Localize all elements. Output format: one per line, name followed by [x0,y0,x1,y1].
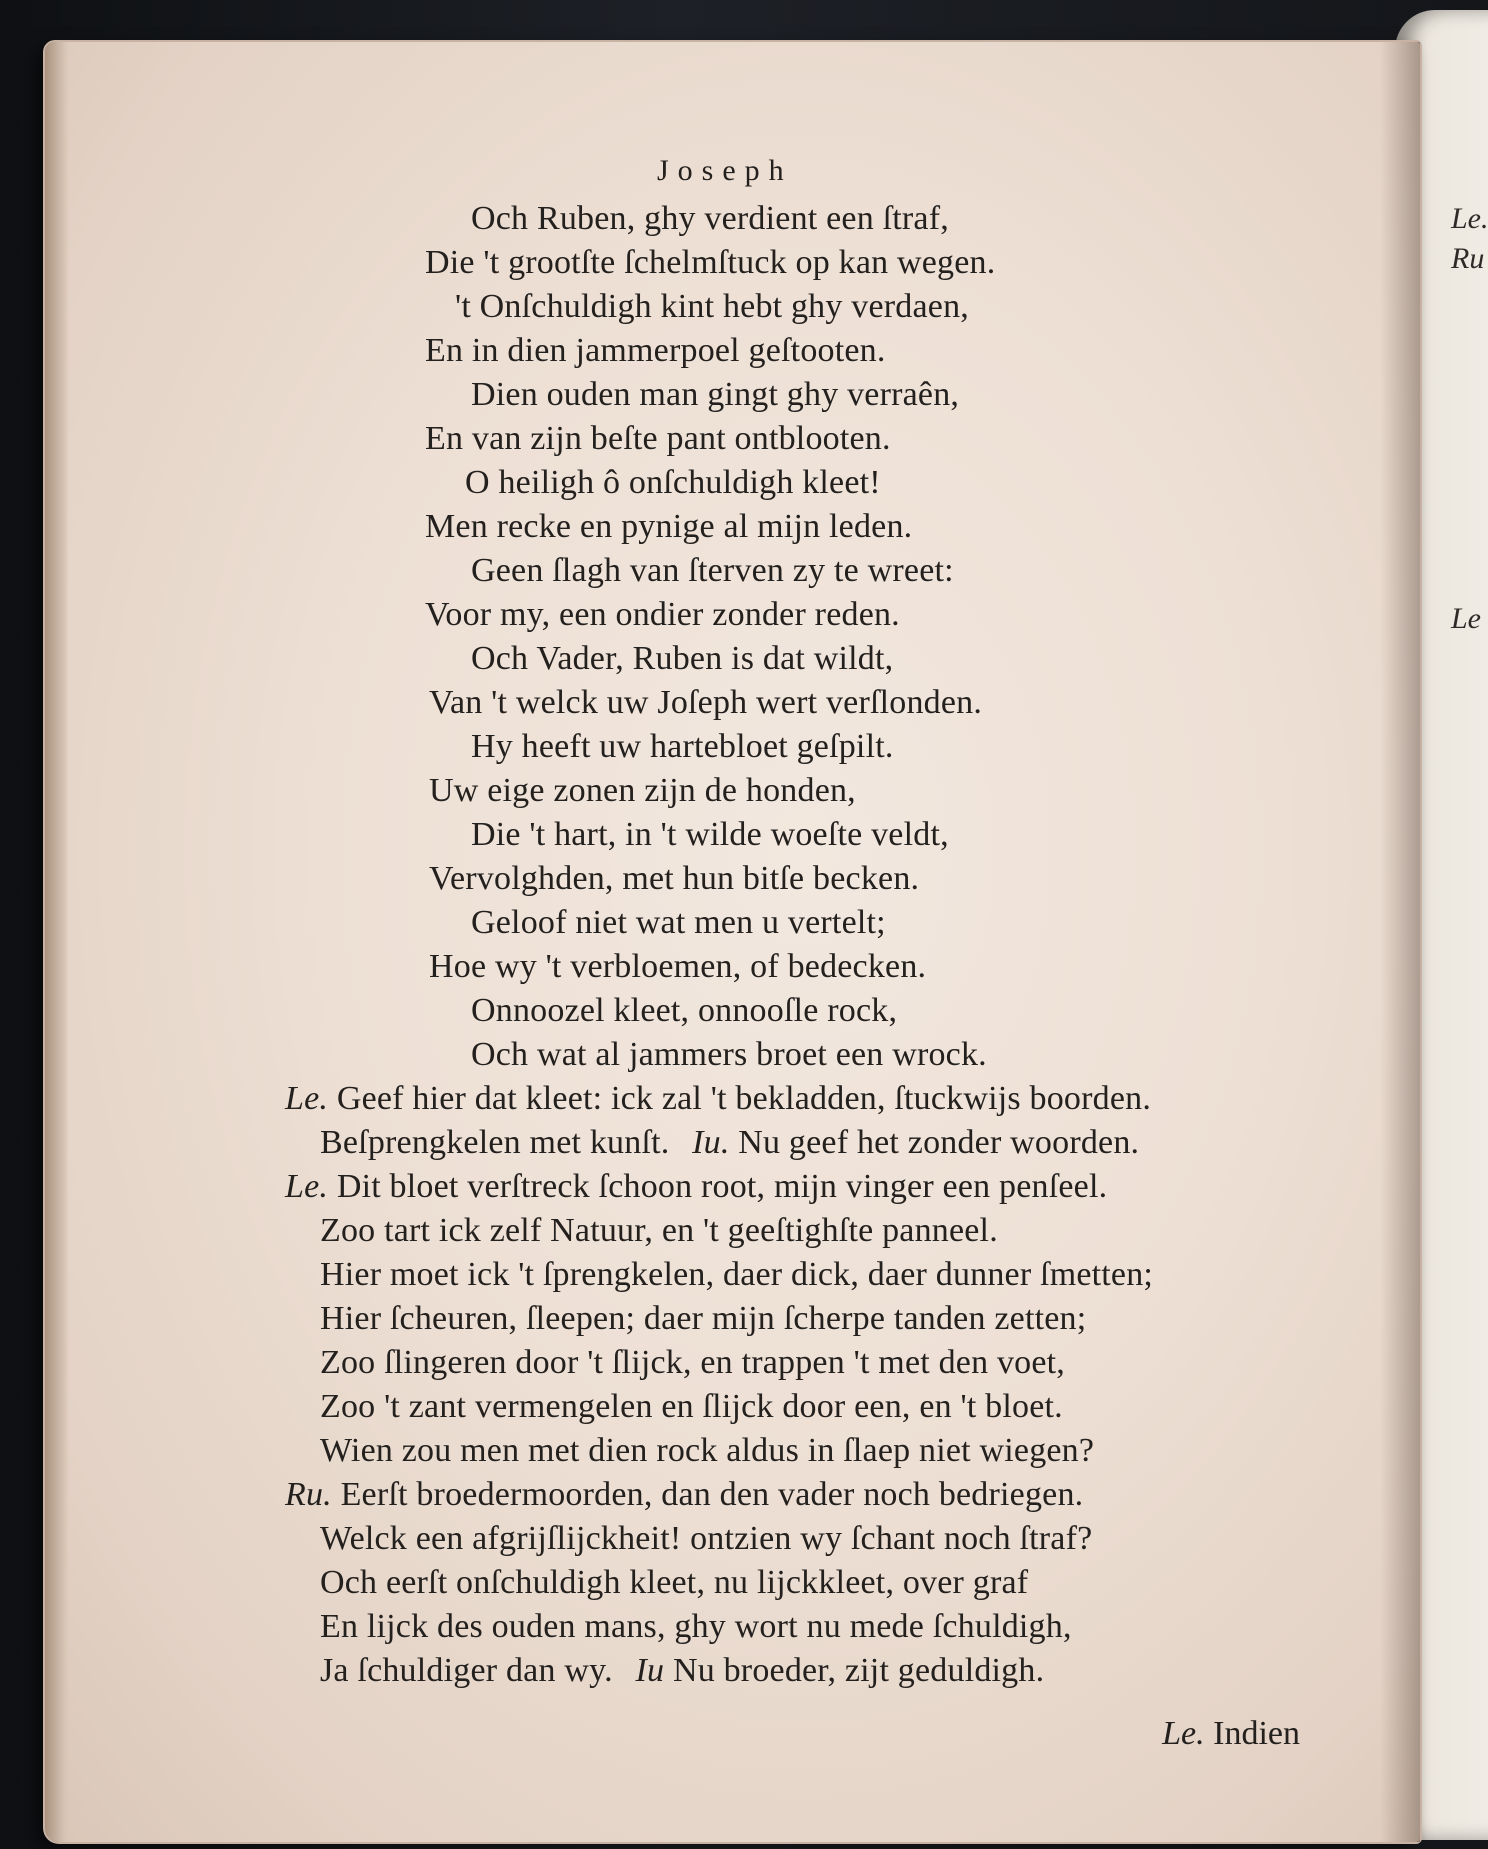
speaker-label: Iu [635,1652,665,1689]
dialogue-line [320,1654,1044,1688]
verse-line: Men recke en pynige al mijn leden. [425,508,913,545]
verse-line: Geen ſlagh van ſterven zy te wreet: [471,552,954,589]
dialogue-line [285,1170,1107,1204]
facing-page-mark: Ru [1451,242,1485,275]
verse-line: Och wat al jammers broet een wrock. [471,1036,987,1073]
verse-line: Voor my, een ondier zonder reden. [425,596,900,633]
facing-page-mark: Le [1451,602,1481,635]
dialogue-text: Nu broeder, zijt geduldigh. [672,1652,1045,1689]
verse-line: Hy heeft uw hartebloet geſpilt. [471,728,894,765]
verse-line: Och Vader, Ruben is dat wildt, [471,640,894,677]
dialogue-line: Zoo tart ick zelf Natuur, en 't geeſtighſte panneel. [320,1212,998,1249]
dialogue-line: Och eerſt onſchuldigh kleet, nu lijckkleet, over graf [320,1564,1029,1601]
speaker-label: Le. [1162,1715,1205,1752]
catchword [1162,1715,1300,1753]
dialogue-text: Ja ſchuldiger dan wy. [320,1652,613,1689]
dialogue-line: Hier ſcheuren, ſleepen; daer mijn ſcherpe tanden zetten; [320,1300,1087,1337]
facing-page-mark: Le. [1451,202,1488,235]
verse-line: Onnoozel kleet, onnooſle rock, [471,992,898,1029]
dialogue-text: Eerſt broedermoorden, dan den vader noch bedriegen. [340,1476,1084,1513]
verse-line: En van zijn beſte pant ontblooten. [425,420,891,457]
verse-line: 't Onſchuldigh kint hebt ghy verdaen, [455,288,969,325]
dialogue-text: Dit bloet verſtreck ſchoon root, mijn vinger een penſeel. [336,1168,1108,1205]
book-page [45,42,1420,1842]
dialogue-line [285,1478,1083,1512]
verse-line: Die 't grootſte ſchelmſtuck op kan wegen. [425,244,996,281]
speaker-label: Le. [285,1168,329,1205]
speaker-label: Ru. [285,1476,332,1513]
speaker-label: Le. [285,1080,329,1117]
verse-line: Van 't welck uw Joſeph wert verſlonden. [429,684,983,721]
dialogue-line: Zoo ſlingeren door 't ſlijck, en trappen 't met den voet, [320,1344,1066,1381]
dialogue-text: Beſprengkelen met kunſt. [320,1124,670,1161]
dialogue-text: Nu geef het zonder woorden. [738,1124,1140,1161]
dialogue-line [320,1126,1139,1160]
verse-line: Die 't hart, in 't wilde woeſte veldt, [471,816,949,853]
dialogue-line [285,1082,1151,1116]
speaker-label: Iu. [692,1124,730,1161]
catchword-text: Indien [1213,1715,1300,1752]
verse-line: O heiligh ô onſchuldigh kleet! [465,464,881,501]
verse-line: Och Ruben, ghy verdient een ſtraf, [471,200,949,237]
verse-line: Dien ouden man gingt ghy verraên, [471,376,960,413]
dialogue-line: Zoo 't zant vermengelen en ſlijck door een, en 't bloet. [320,1388,1063,1425]
dialogue-text: Geef hier dat kleet: ick zal 't bekladden, ſtuckwijs boorden. [336,1080,1152,1117]
verse-line: Hoe wy 't verbloemen, of bedecken. [429,948,927,985]
dialogue-line: Wien zou men met dien rock aldus in ſlaep niet wiegen? [320,1432,1095,1469]
dialogue-line: Welck een afgrijſlijckheit! ontzien wy ſchant noch ſtraf? [320,1520,1093,1557]
verse-line: Uw eige zonen zijn de honden, [429,772,856,809]
verse-line: En in dien jammerpoel geſtooten. [425,332,886,369]
verse-line: Geloof niet wat men u vertelt; [471,904,886,941]
dialogue-line: Hier moet ick 't ſprengkelen, daer dick, daer dunner ſmetten; [320,1256,1154,1293]
running-head: Joseph [657,154,793,187]
verse-line: Vervolghden, met hun bitſe becken. [429,860,920,897]
dialogue-line: En lijck des ouden mans, ghy wort nu mede ſchuldigh, [320,1608,1072,1645]
